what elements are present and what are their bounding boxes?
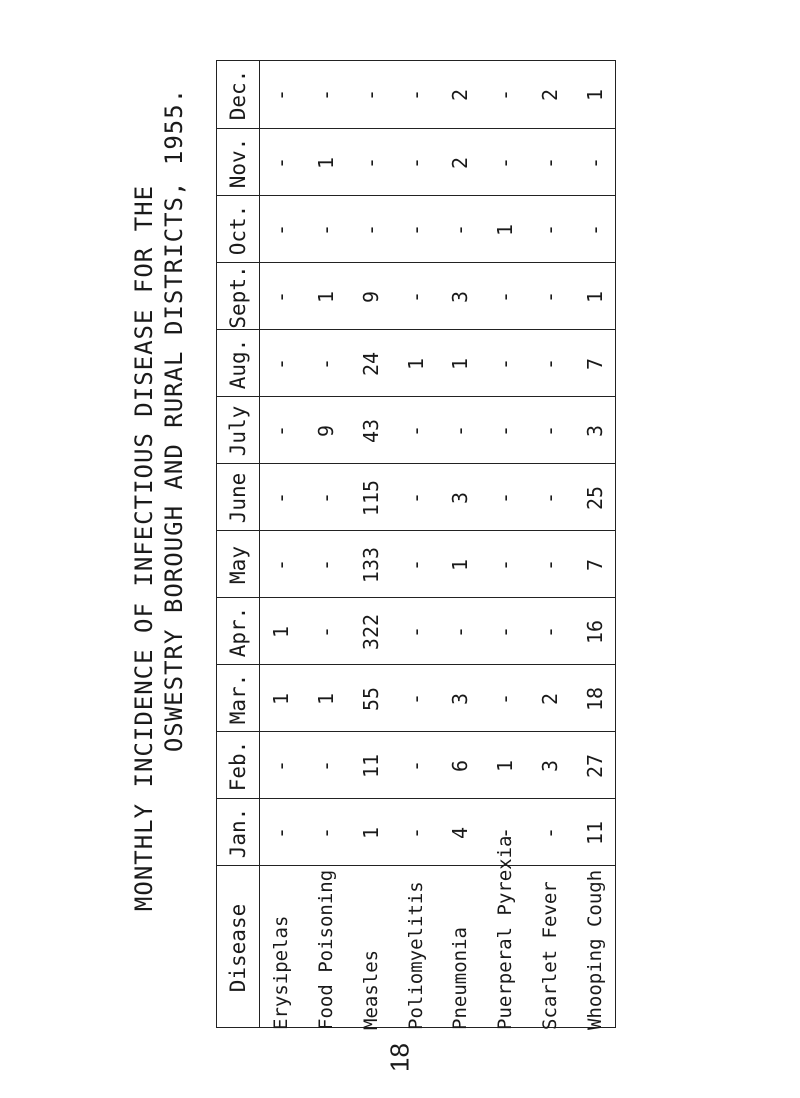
month-label: Jan. xyxy=(226,807,250,858)
table-cell: - xyxy=(403,491,428,504)
table-cell: - xyxy=(314,491,339,504)
table-cell: - xyxy=(403,625,428,638)
table-cell: - xyxy=(269,357,294,370)
month-row-june xyxy=(217,463,615,530)
table-cell: - xyxy=(269,424,294,437)
table-cell: - xyxy=(403,156,428,169)
month-row-may xyxy=(217,530,615,597)
table-cell: 1 xyxy=(493,759,518,772)
table-cell: 1 xyxy=(582,88,607,101)
table-cell: - xyxy=(537,156,562,169)
table-cell: - xyxy=(493,290,518,303)
table-cell: - xyxy=(269,759,294,772)
table-cell: 2 xyxy=(448,88,473,101)
table-cell: - xyxy=(269,290,294,303)
month-row-aug xyxy=(217,329,615,396)
table-cell: 3 xyxy=(448,290,473,303)
month-label: Nov. xyxy=(226,137,250,188)
table-cell: - xyxy=(403,692,428,705)
table-cell: 1 xyxy=(358,826,383,839)
table-cell: 1 xyxy=(493,223,518,236)
month-label: June xyxy=(226,472,250,523)
table-cell: - xyxy=(403,223,428,236)
month-label: July xyxy=(226,405,250,456)
table-cell: 1 xyxy=(269,625,294,638)
table-cell: - xyxy=(314,759,339,772)
disease-column-header: Disease xyxy=(226,903,250,993)
table-cell: 1 xyxy=(314,692,339,705)
table-cell: - xyxy=(314,357,339,370)
table-cell: - xyxy=(537,558,562,571)
table-cell: 7 xyxy=(582,558,607,571)
table-cell: - xyxy=(448,424,473,437)
table-cell: 6 xyxy=(448,759,473,772)
column-divider xyxy=(259,61,260,1027)
disease-header-row xyxy=(217,835,615,1030)
table-cell: 9 xyxy=(314,424,339,437)
table-cell: - xyxy=(269,826,294,839)
table-cell: - xyxy=(269,223,294,236)
table-cell: 1 xyxy=(314,156,339,169)
table-cell: - xyxy=(269,156,294,169)
table-cell: 2 xyxy=(537,88,562,101)
table-cell: - xyxy=(358,156,383,169)
table-cell: - xyxy=(358,223,383,236)
table-cell: 1 xyxy=(582,290,607,303)
month-row-mar xyxy=(217,664,615,731)
table-cell: - xyxy=(537,625,562,638)
table-cell: 1 xyxy=(314,290,339,303)
disease-label: Puerperal Pyrexia xyxy=(494,835,517,1030)
disease-label: Whooping Cough xyxy=(583,869,606,1030)
table-cell: 2 xyxy=(537,692,562,705)
month-label: Oct. xyxy=(226,204,250,255)
table-cell: - xyxy=(537,290,562,303)
table-cell: 1 xyxy=(448,357,473,370)
table-cell: 24 xyxy=(358,351,383,376)
month-row-oct xyxy=(217,195,615,262)
table-cell: 43 xyxy=(358,418,383,443)
table-cell: 9 xyxy=(358,290,383,303)
table-cell: - xyxy=(493,357,518,370)
table-cell: - xyxy=(314,625,339,638)
table-cell: 2 xyxy=(448,156,473,169)
table-cell: 3 xyxy=(448,491,473,504)
month-row-nov xyxy=(217,128,615,195)
table-cell: 16 xyxy=(582,619,607,644)
table-cell: 25 xyxy=(582,485,607,510)
incidence-table xyxy=(216,60,616,1028)
table-cell: - xyxy=(537,491,562,504)
month-label: Feb. xyxy=(226,740,250,791)
table-cell: 7 xyxy=(582,357,607,370)
table-cell: 1 xyxy=(269,692,294,705)
table-cell: - xyxy=(537,826,562,839)
month-label: Aug. xyxy=(226,338,250,389)
table-cell: 322 xyxy=(358,613,383,650)
disease-label: Pneumonia xyxy=(449,927,472,1030)
month-row-sept xyxy=(217,262,615,329)
table-cell: - xyxy=(403,826,428,839)
table-cell: 11 xyxy=(358,753,383,778)
table-cell: - xyxy=(358,88,383,101)
table-cell: - xyxy=(537,223,562,236)
table-cell: 18 xyxy=(582,686,607,711)
table-cell: - xyxy=(582,223,607,236)
table-cell: - xyxy=(493,491,518,504)
table-cell: - xyxy=(493,88,518,101)
table-cell: 115 xyxy=(358,479,383,516)
table-cell: - xyxy=(448,223,473,236)
table-cell: 11 xyxy=(582,820,607,845)
table-cell: - xyxy=(448,625,473,638)
table-cell: - xyxy=(269,491,294,504)
month-label: Dec. xyxy=(226,69,250,120)
disease-label: Poliomyelitis xyxy=(404,881,427,1030)
table-cell: 3 xyxy=(448,692,473,705)
table-cell: 27 xyxy=(582,753,607,778)
disease-label: Erysipelas xyxy=(270,915,293,1030)
table-cell: - xyxy=(314,88,339,101)
table-cell: 55 xyxy=(358,686,383,711)
month-label: May xyxy=(226,545,250,584)
disease-label: Measles xyxy=(359,949,382,1030)
table-cell: - xyxy=(403,88,428,101)
month-label: Apr. xyxy=(226,606,250,657)
table-cell: - xyxy=(493,558,518,571)
table-cell: - xyxy=(537,357,562,370)
table-cell: - xyxy=(493,826,518,839)
month-row-dec xyxy=(217,61,615,128)
table-cell: - xyxy=(403,558,428,571)
table-cell: - xyxy=(493,692,518,705)
month-label: Sept. xyxy=(226,264,250,329)
month-row-july xyxy=(217,396,615,463)
month-label: Mar. xyxy=(226,673,250,724)
table-cell: - xyxy=(314,826,339,839)
table-cell: 4 xyxy=(448,826,473,839)
table-cell: - xyxy=(403,290,428,303)
table-cell: - xyxy=(269,88,294,101)
table-cell: - xyxy=(493,625,518,638)
page-title: MONTHLY INCIDENCE OF INFECTIOUS DISEASE FOR THE xyxy=(130,184,158,912)
table-cell: 3 xyxy=(537,759,562,772)
table-cell: - xyxy=(582,156,607,169)
disease-label: Food Poisoning xyxy=(315,869,338,1030)
table-cell: - xyxy=(537,424,562,437)
disease-label: Scarlet Fever xyxy=(538,881,561,1030)
table-cell: - xyxy=(403,424,428,437)
table-cell: 3 xyxy=(582,424,607,437)
table-cell: - xyxy=(269,558,294,571)
table-cell: - xyxy=(493,156,518,169)
table-cell: - xyxy=(314,558,339,571)
table-cell: 133 xyxy=(358,546,383,583)
table-cell: 1 xyxy=(448,558,473,571)
table-cell: - xyxy=(403,759,428,772)
page-subtitle: OSWESTRY BOROUGH AND RURAL DISTRICTS, 1955. xyxy=(160,87,188,753)
table-cell: - xyxy=(493,424,518,437)
table-cell: - xyxy=(314,223,339,236)
month-row-apr xyxy=(217,597,615,664)
page-number: 18 xyxy=(384,1043,415,1072)
table-cell: 1 xyxy=(403,357,428,370)
